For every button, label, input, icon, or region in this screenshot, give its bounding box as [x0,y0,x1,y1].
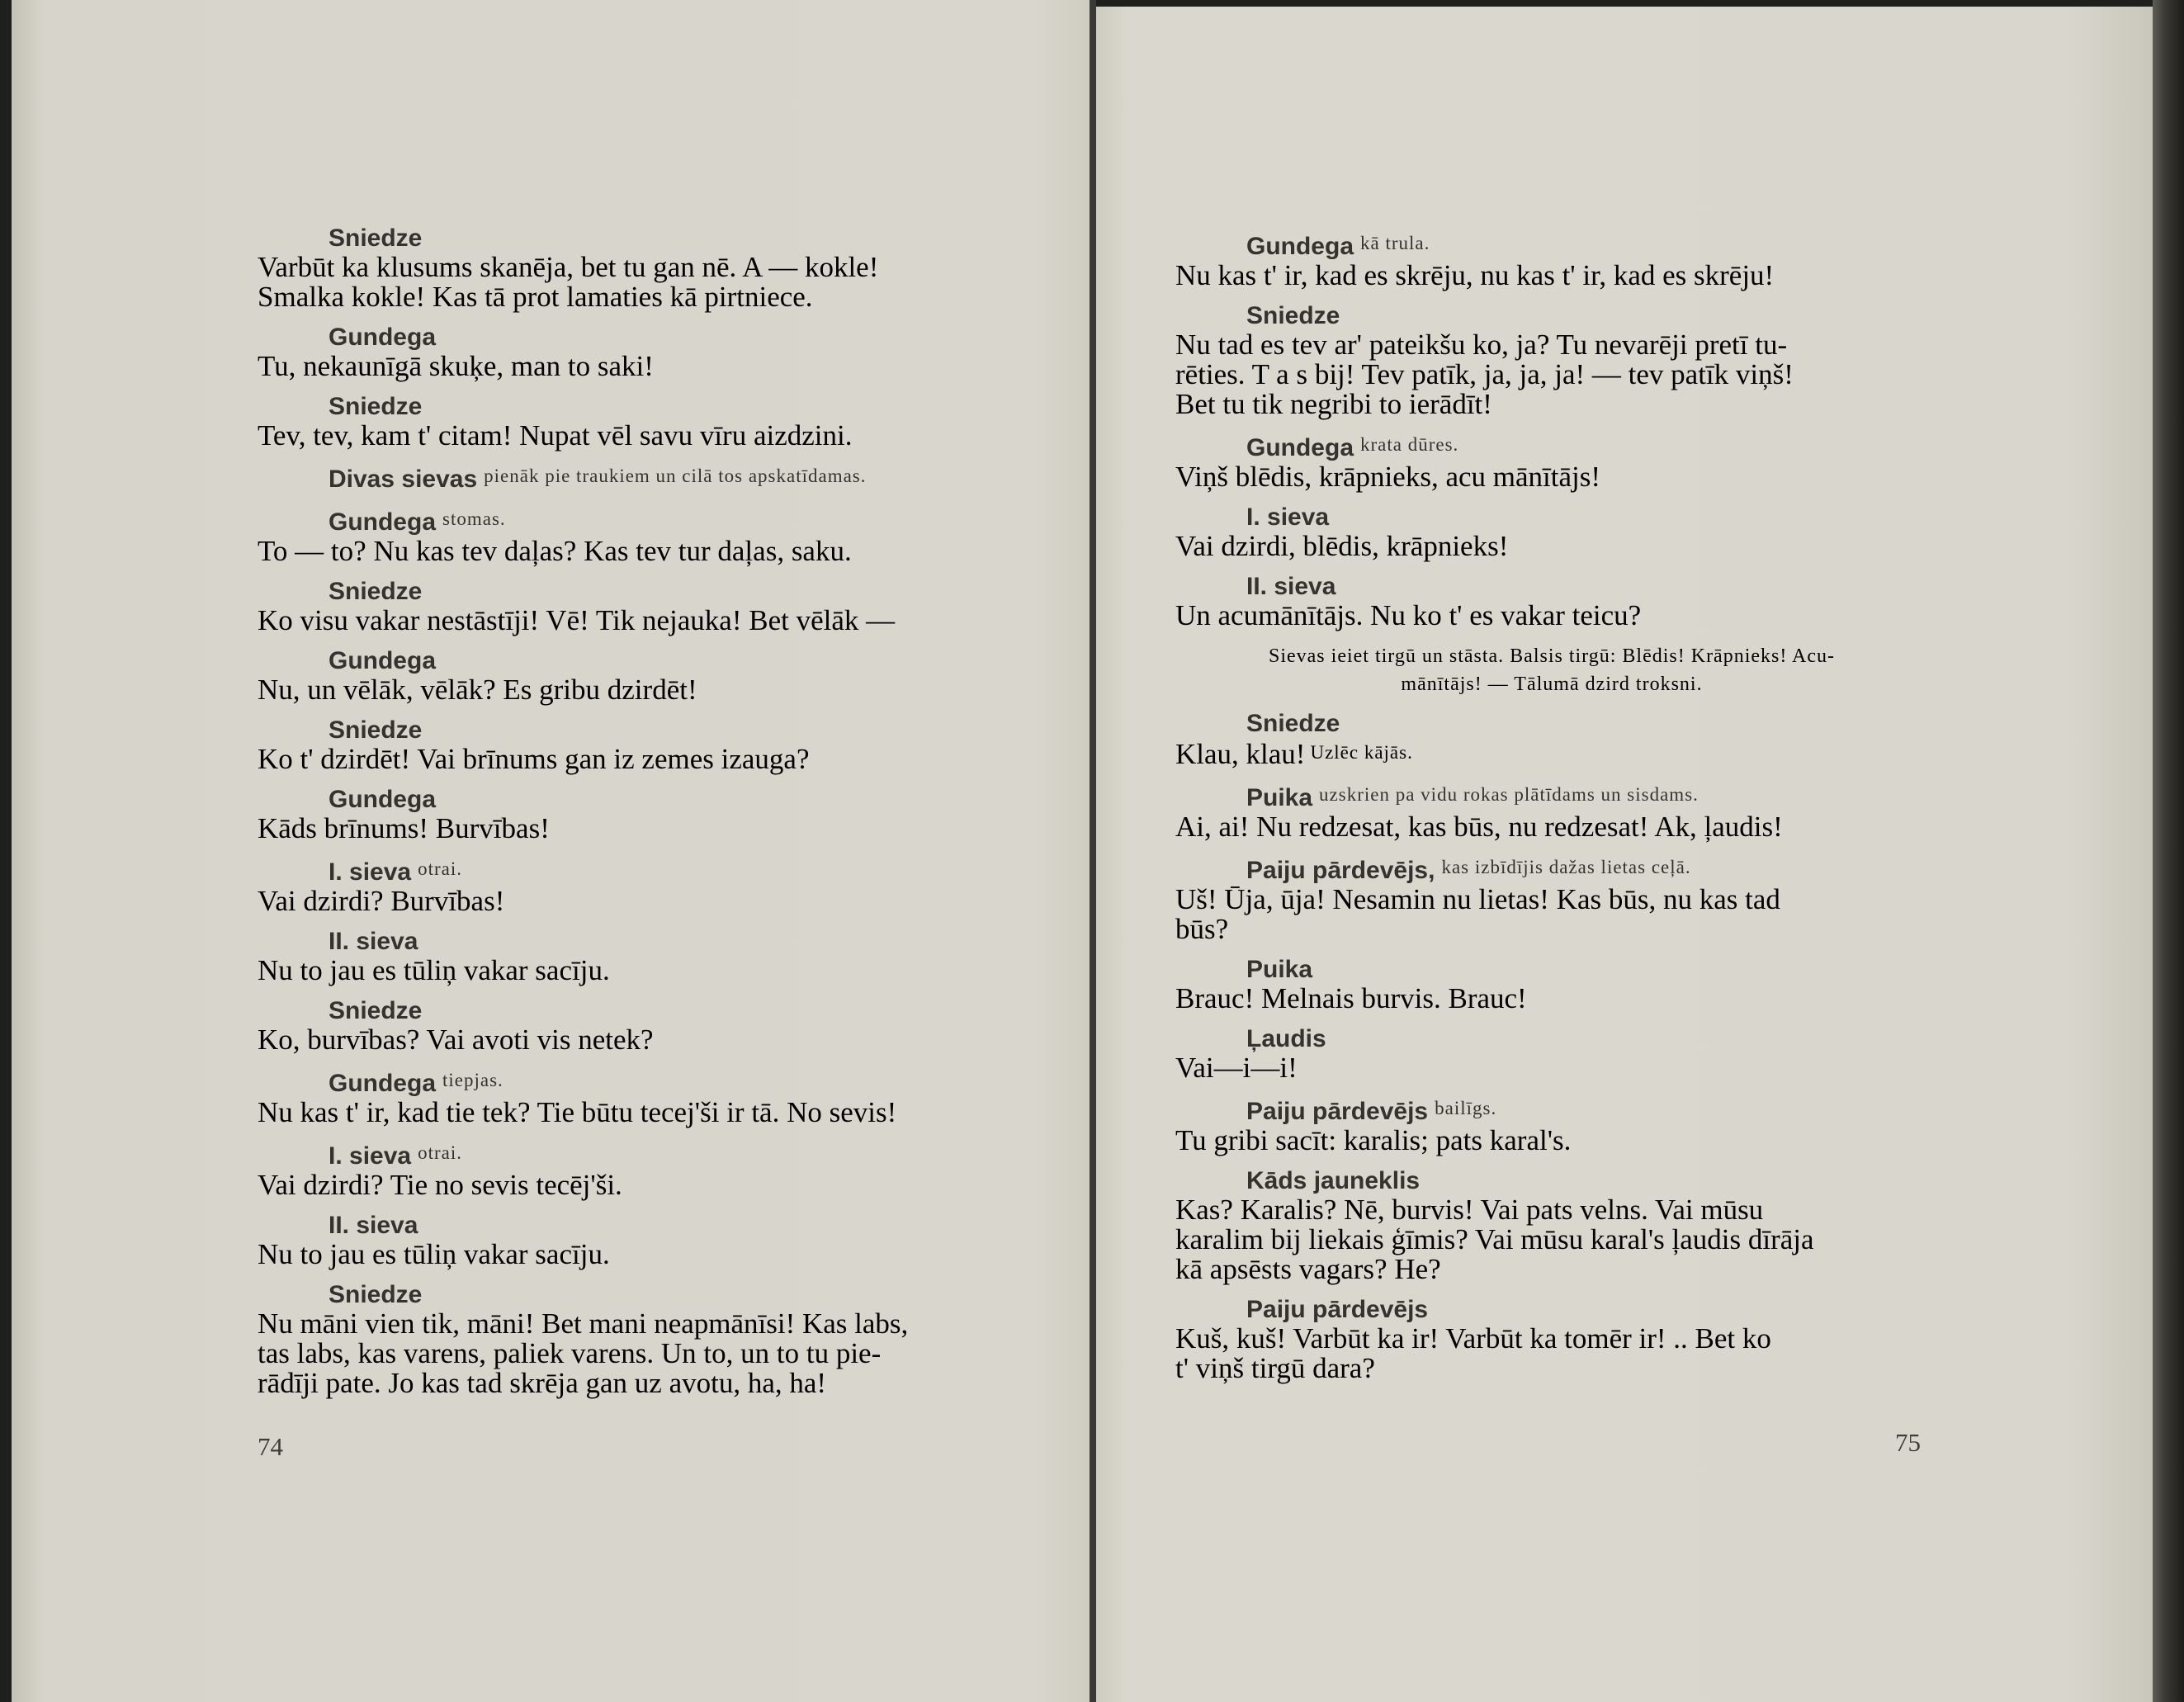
dialogue-line [258,1170,1029,1200]
dialogue-line [258,1339,1029,1369]
dialogue-text: būs? [1175,913,1229,945]
dialogue-line [1175,915,1928,944]
dialogue-text: rādīji pate. Jo kas tad skrēja gan uz avotu, ha, ha! [258,1367,827,1399]
speaker-label: Sniedze [1246,710,1340,737]
speaker-label: Sniedze [329,578,423,605]
dialogue-entry [258,716,1029,774]
speaker-name [329,462,1029,494]
stage-direction: stomas. [442,508,506,529]
dialogue-text: Viņš blēdis, krāpnieks, acu mānītājs! [1175,461,1601,493]
stage-direction: pienāk pie traukiem un cilā tos apskatīdamas. [484,466,867,486]
dialogue-line [1175,601,1928,631]
speaker-name [1246,431,1928,462]
speaker-label: Sniedze [329,997,423,1024]
dialogue-entry [258,928,1029,986]
dialogue-text: t' viņš tirgū dara? [1175,1352,1375,1384]
speaker-name [329,1139,1029,1170]
dialogue-line [258,253,1029,282]
dialogue-text: karalim bij liekais ģīmis? Vai mūsu karal's ļaudis dīrāja [1175,1223,1814,1255]
dialogue-line [258,675,1029,705]
dialogue-line [1175,462,1928,492]
speaker-name [329,1212,1029,1240]
dialogue-line [1175,532,1928,561]
speaker-name [1246,302,1928,330]
speaker-label: II. sieva [1246,573,1336,600]
speaker-name [329,324,1029,352]
dialogue-text: Vai dzirdi, blēdis, krāpnieks! [1175,530,1509,562]
speaker-name [1246,1094,1928,1126]
dialogue-line [258,1240,1029,1269]
dialogue-entry [258,462,1029,494]
dialogue-line [258,282,1029,312]
speaker-label: Gundega [329,647,437,674]
dialogue-text: kā apsēsts vagars? He? [1175,1253,1441,1285]
dialogue-line [258,1025,1029,1055]
dialogue-text: Vai—i—i! [1175,1052,1298,1084]
speaker-label: I. sieva [329,1142,412,1170]
speaker-name [329,997,1029,1025]
speaker-name [1246,1025,1928,1053]
stage-direction: tiepjas. [442,1070,503,1090]
speaker-label: II. sieva [329,1212,418,1239]
speaker-name [329,578,1029,606]
dialogue-line [1175,1324,1928,1354]
speaker-label: Gundega [329,508,437,536]
dialogue-entry [1175,1296,1928,1383]
dialogue-text: Nu tad es tev ar' pateikšu ko, ja? Tu nevarēji pretī tu- [1175,329,1788,361]
speaker-label: Puika [1246,956,1313,983]
dialogue-text: Nu kas t' ir, kad es skrēju, nu kas t' ir, kad es skrēju! [1175,259,1775,291]
dialogue-line [1175,1354,1928,1383]
dialogue-text: Ko visu vakar nestāstīji! Vē! Tik nejauka! Bet vēlāk — [258,604,896,636]
stage-direction-line: mānītājs! — Tālumā dzird troksni. [1401,674,1703,695]
dialogue-text: Smalka kokle! Kas tā prot lamaties kā pirtniece. [258,281,813,313]
speaker-label: Sniedze [329,716,423,744]
dialogue-line [258,956,1029,986]
speaker-name [329,716,1029,745]
speaker-label: Gundega [1246,434,1354,461]
speaker-label: Gundega [329,1070,437,1097]
speaker-label: Sniedze [329,393,423,420]
dialogue-entry [258,997,1029,1055]
dialogue-text: To — to? Nu kas tev daļas? Kas tev tur daļas, saku. [258,535,852,567]
dialogue-line [1175,1126,1928,1156]
speaker-label: I. sieva [329,858,412,886]
dialogue-text: Klau, klau! [1175,738,1306,770]
dialogue-line [258,1098,1029,1128]
speaker-name [329,928,1029,956]
dialogue-text: Bet tu tik negribi to ierādīt! [1175,388,1492,420]
speaker-label: Divas sievas [329,466,478,493]
dialogue-text: Ko t' dzirdēt! Vai brīnums gan iz zemes izauga? [258,743,810,775]
dialogue-text: Tu, nekaunīgā skuķe, man to saki! [258,350,654,382]
dialogue-text: Varbūt ka klusums skanēja, bet tu gan nē. A — kokle! [258,251,879,283]
speaker-label: I. sieva [1246,504,1330,531]
dialogue-line [258,886,1029,916]
dialogue-entry [1175,1167,1928,1284]
dialogue-entry [1175,431,1928,492]
dialogue-text: Uš! Ūja, ūja! Nesamin nu lietas! Kas būs, nu kas tad [1175,883,1780,915]
speaker-label: Paiju pārdevējs, [1246,857,1435,884]
dialogue-text: Nu to jau es tūliņ vakar sacīju. [258,1238,610,1270]
dialogue-entry [258,578,1029,636]
dialogue-line [258,537,1029,566]
dialogue-line [1175,1195,1928,1225]
dialogue-entry [258,393,1029,451]
dialogue-entry [1175,956,1928,1014]
dialogue-entry [1175,853,1928,944]
dialogue-entry [1175,781,1928,842]
speaker-name [1246,229,1928,261]
speaker-label: Sniedze [329,225,423,252]
speaker-label: Ļaudis [1246,1025,1326,1052]
speaker-label: Gundega [329,786,437,813]
page-number-right: 75 [1895,1428,1921,1457]
stage-direction: otrai. [418,1142,462,1163]
dialogue-line [1175,885,1928,915]
speaker-label: Paiju pārdevējs [1246,1296,1429,1323]
speaker-name [329,505,1029,537]
speaker-label: Sniedze [1246,302,1340,329]
speaker-label: Gundega [1246,233,1354,260]
dialogue-line [258,421,1029,451]
speaker-name [329,647,1029,675]
speaker-name [1246,573,1928,601]
speaker-label: Kāds jauneklis [1246,1167,1421,1194]
dialogue-line [258,1309,1029,1339]
dialogue-entry [258,1281,1029,1398]
dialogue-entry [1175,504,1928,561]
stage-direction: kas izbīdījis dažas lietas ceļā. [1441,857,1691,877]
dialogue-entry [258,855,1029,916]
speaker-name [329,855,1029,886]
dialogue-entry [1175,1094,1928,1156]
stage-direction: krata dūres. [1360,434,1459,455]
speaker-name [1246,710,1928,738]
dialogue-text: Brauc! Melnais burvis. Brauc! [1175,982,1527,1014]
dialogue-text: Kas? Karalis? Nē, burvis! Vai pats velns. Vai mūsu [1175,1194,1764,1226]
dialogue-line [1175,812,1928,842]
dialogue-entry [258,1066,1029,1128]
dialogue-entry [258,1212,1029,1269]
page-number-left: 74 [258,1432,283,1461]
dialogue-text: Ko, burvības? Vai avoti vis netek? [258,1024,654,1056]
dialogue-text: Kuš, kuš! Varbūt ka ir! Varbūt ka tomēr ir! .. Bet ko [1175,1322,1771,1355]
stage-direction: bailīgs. [1435,1098,1497,1118]
speaker-name [1246,1167,1928,1195]
dialogue-text: Nu māni vien tik, māni! Bet mani neapmānīsi! Kas labs, [258,1307,909,1340]
dialogue-text: tas labs, kas varens, paliek varens. Un to, un to tu pie- [258,1337,882,1369]
dialogue-line [1175,1053,1928,1083]
dialogue-text: Kāds brīnums! Burvības! [258,812,550,844]
dialogue-entry [1175,573,1928,631]
dialogue-text: Un acumānītājs. Nu ko t' es vakar teicu? [1175,599,1642,631]
dialogue-line [1175,984,1928,1014]
speaker-name [329,225,1029,253]
speaker-label: Puika [1246,784,1313,811]
stage-direction-block [1175,642,1928,698]
dialogue-entry [258,1139,1029,1200]
stage-direction-line: Sievas ieiet tirgū un stāsta. Balsis tirgū: Blēdis! Krāpnieks! Acu- [1268,645,1836,667]
dialogue-text: rēties. T a s bij! Tev patīk, ja, ja, ja! — tev patīk viņš! [1175,358,1794,390]
dialogue-line [258,606,1029,636]
speaker-name [1246,1296,1928,1324]
page-edge [2153,0,2184,1702]
stage-direction: otrai. [418,858,462,879]
dialogue-entry [258,324,1029,381]
dialogue-text: Nu to jau es tūliņ vakar sacīju. [258,954,610,986]
speaker-name [1246,781,1928,812]
left-page-text [258,225,1029,1410]
speaker-label: Sniedze [329,1281,423,1308]
speaker-name [329,1281,1029,1309]
dialogue-line [258,745,1029,774]
right-page-text [1175,229,1928,1395]
dialogue-entry [1175,302,1928,419]
speaker-name [329,786,1029,814]
book-gutter [1090,0,1096,1702]
dialogue-line [1175,261,1928,291]
inline-stage-direction: Uzlēc kājās. [1310,742,1413,763]
dialogue-line [258,814,1029,844]
dialogue-line [1175,1255,1928,1284]
dialogue-entry [1175,1025,1928,1083]
dialogue-text: Tu gribi sacīt: karalis; pats karal's. [1175,1124,1572,1156]
speaker-label: Paiju pārdevējs [1246,1098,1429,1125]
speaker-name [1246,504,1928,532]
dialogue-text: Vai dzirdi? Burvības! [258,885,505,917]
dialogue-entry [258,647,1029,705]
speaker-name [1246,956,1928,984]
dialogue-text: Vai dzirdi? Tie no sevis tecēj'ši. [258,1169,622,1201]
dialogue-line [258,1369,1029,1398]
dialogue-entry [258,505,1029,566]
dialogue-text: Tev, tev, kam t' citam! Nupat vēl savu vīru aizdzini. [258,419,853,452]
dialogue-line [1175,390,1928,419]
dialogue-text: Nu, un vēlāk, vēlāk? Es gribu dzirdēt! [258,674,697,706]
dialogue-line [1175,1225,1928,1255]
dialogue-entry [1175,710,1928,769]
dialogue-entry [258,786,1029,844]
dialogue-line [1175,330,1928,360]
speaker-label: II. sieva [329,928,418,955]
dialogue-line [1175,360,1928,390]
dialogue-line [1175,738,1928,769]
dialogue-entry [258,225,1029,312]
dialogue-line [258,352,1029,381]
speaker-name [329,1066,1029,1098]
dialogue-entry [1175,229,1928,291]
speaker-name [1246,853,1928,885]
stage-direction: uzskrien pa vidu rokas plātīdams un sisdams. [1319,784,1699,805]
dialogue-text: Nu kas t' ir, kad tie tek? Tie būtu tecej'ši ir tā. No sevis! [258,1096,897,1128]
speaker-name [329,393,1029,421]
speaker-label: Gundega [329,324,437,351]
dialogue-text: Ai, ai! Nu redzesat, kas būs, nu redzesat! Ak, ļaudis! [1175,811,1783,843]
stage-direction: kā trula. [1360,233,1430,253]
